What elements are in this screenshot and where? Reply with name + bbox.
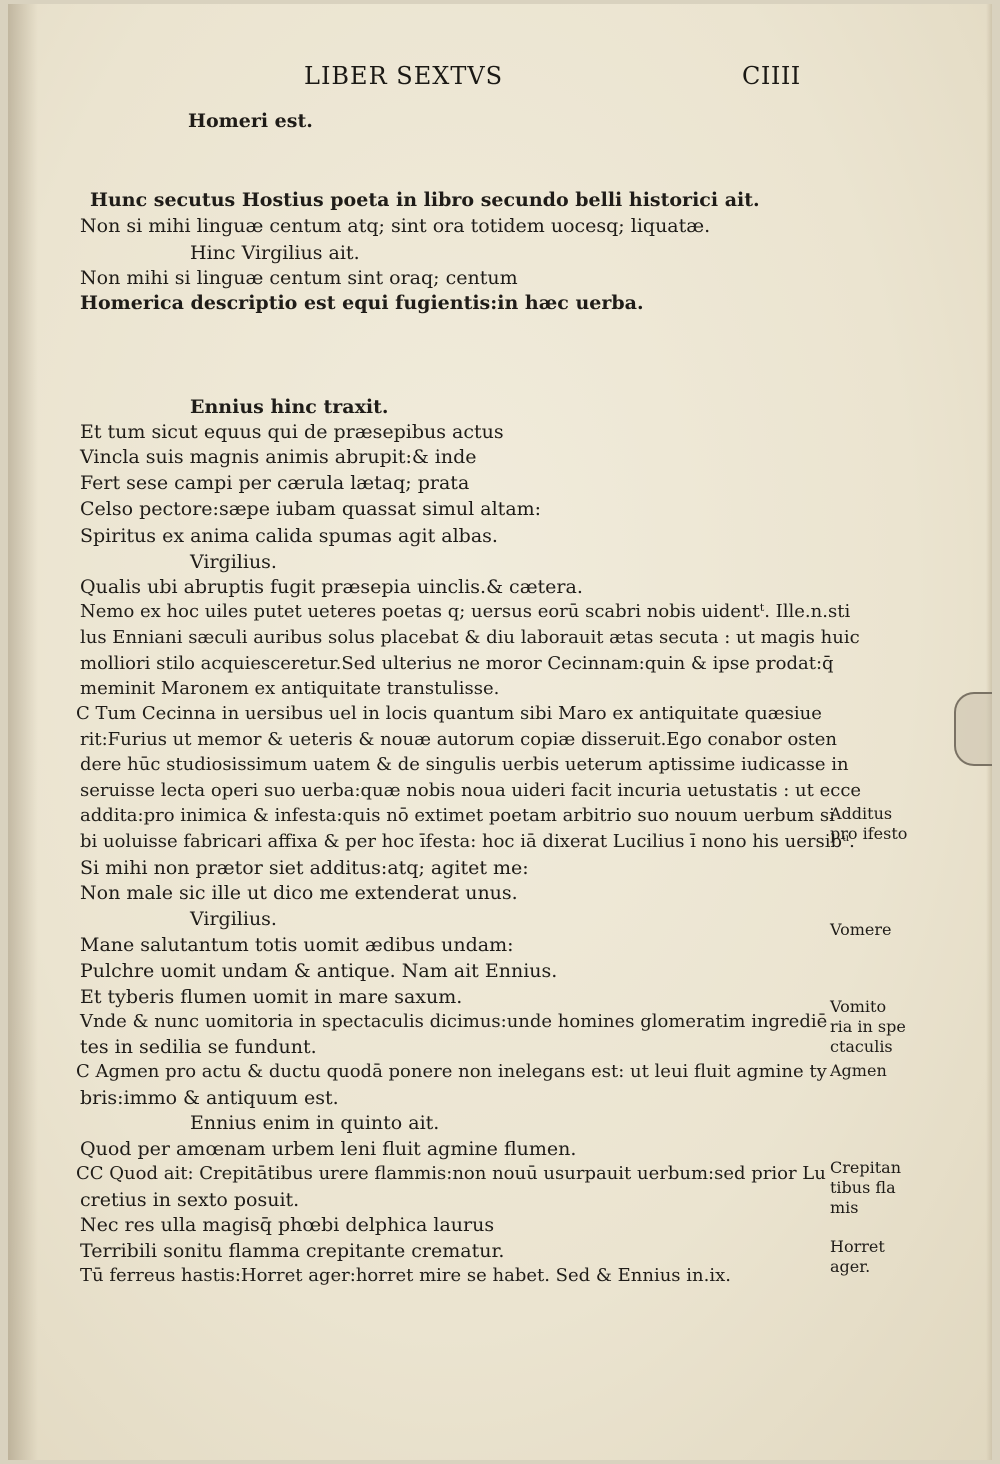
text-line: Vincla suis magnis animis abrupit:& inde (80, 446, 477, 468)
text-line: Celso pectore:sæpe iubam quassat simul altam: (80, 498, 542, 520)
text-line: Spiritus ex anima calida spumas agit albas. (80, 525, 498, 547)
text-line: Virgilius. (190, 908, 277, 930)
text-line: Homeri est. (188, 110, 313, 132)
text-line: Si mihi non prætor siet additus:atq; agitet me: (80, 857, 529, 879)
text-line-content: Tum Cecinna in uersibus uel in locis quantum sibi Maro ex antiquitate quæsiue (95, 703, 822, 724)
text-line: bi uoluisse fabricari affixa & per hoc īfesta: hoc iā dixerat Lucilius ī nono his uersibᵘ. (80, 831, 855, 852)
paragraph-mark: C (89, 1163, 104, 1184)
text-line: Nemo ex hoc uiles putet ueteres poetas q; uersus eorū scabri nobis uidentᵗ. Ille.n.sti (80, 601, 851, 622)
text-line: Homerica descriptio est equi fugientis:in hæc uerba. (80, 292, 644, 314)
text-line: Quod per amœnam urbem leni fluit agmine flumen. (80, 1138, 577, 1160)
margin-note: Crepitan (830, 1158, 901, 1177)
text-line: Non mihi si linguæ centum sint oraq; centum (80, 267, 518, 289)
gutter-shadow (8, 4, 38, 1460)
paragraph-mark: C (76, 1163, 90, 1184)
text-line: Terribili sonitu flamma crepitante crematur. (80, 1240, 505, 1262)
margin-note: Additus (830, 804, 893, 823)
text-line: Mane salutantum totis uomit ædibus undam: (80, 934, 514, 956)
text-line-content: Quod ait: Crepitātibus urere flammis:non nouū usurpauit uerbum:sed prior Lu (109, 1163, 826, 1184)
running-title: LIBER SEXTVS (304, 62, 504, 90)
text-line (76, 702, 822, 726)
book-page (8, 4, 992, 1460)
text-line-content: Agmen pro actu & ductu quodā ponere non inelegans est: ut leui fluit agmine ty (95, 1061, 827, 1082)
margin-note: Horret (830, 1237, 885, 1256)
text-line: Tū ferreus hastis:Horret ager:horret mire se habet. Sed & Ennius in.ix. (80, 1265, 731, 1286)
text-line: Vnde & nunc uomitoria in spectaculis dicimus:unde homines glomeratim ingrediē (80, 1011, 828, 1032)
margin-note: pro ifesto (830, 824, 908, 843)
text-line: Pulchre uomit undam & antique. Nam ait Ennius. (80, 960, 558, 982)
text-line: meminit Maronem ex antiquitate transtulisse. (80, 678, 500, 699)
text-line: seruisse lecta operi suo uerba:quæ nobis noua uideri facit incuria uetustatis : ut ecce (80, 780, 862, 801)
page-header (8, 62, 992, 102)
margin-note: Vomere (830, 920, 892, 939)
text-line: Hinc Virgilius ait. (190, 242, 360, 264)
text-line: Et tyberis flumen uomit in mare saxum. (80, 986, 463, 1008)
text-line: Et tum sicut equus qui de præsepibus actus (80, 421, 504, 443)
text-line: Nec res ulla magisq̄ phœbi delphica laurus (80, 1214, 495, 1236)
margin-note: mis (830, 1198, 859, 1217)
text-line: Non si mihi linguæ centum atq; sint ora totidem uocesq; liquatæ. (80, 215, 711, 237)
text-line: molliori stilo acquiesceretur.Sed ulterius ne moror Cecinnam:quin & ipse prodat:q̄ (80, 653, 834, 674)
margin-note: Agmen (830, 1061, 887, 1080)
paragraph-mark: C (76, 1061, 90, 1082)
text-line (76, 1162, 826, 1186)
text-line: dere hūc studiosissimum uatem & de singulis uerbis ueterum aptissime iudicasse in (80, 754, 849, 775)
text-line: bris:immo & antiquum est. (80, 1087, 339, 1109)
text-line: Fert sese campi per cærula lætaq; prata (80, 472, 470, 494)
paragraph-mark: C (76, 703, 90, 724)
margin-note: ager. (830, 1257, 871, 1276)
text-line: Ennius hinc traxit. (190, 396, 389, 418)
text-line: lus Enniani sæculi auribus solus placebat & diu laborauit ætas secuta : ut magis huic (80, 627, 860, 648)
text-line: rit:Furius ut memor & ueteris & nouæ autorum copiæ disseruit.Ego conabor osten (80, 729, 837, 750)
margin-note: ctaculis (830, 1037, 893, 1056)
text-line: cretius in sexto posuit. (80, 1189, 300, 1211)
text-line: Ennius enim in quinto ait. (190, 1112, 440, 1134)
margin-note: tibus fla (830, 1178, 896, 1197)
folio-number: CIIII (742, 62, 801, 90)
text-line (76, 1060, 827, 1084)
text-line: addita:pro inimica & infesta:quis nō extimet poetam arbitrio suo nouum uerbum si (80, 805, 835, 826)
text-line: tes in sedilia se fundunt. (80, 1036, 317, 1058)
text-line: Virgilius. (190, 551, 277, 573)
text-line: Hunc secutus Hostius poeta in libro secundo belli historici ait. (90, 189, 760, 211)
text-line: Qualis ubi abruptis fugit præsepia uinclis.& cætera. (80, 576, 583, 598)
margin-note: Vomito (830, 997, 887, 1016)
page-clip (954, 692, 992, 766)
text-line: Non male sic ille ut dico me extenderat unus. (80, 882, 518, 904)
margin-note: ria in spe (830, 1017, 906, 1036)
